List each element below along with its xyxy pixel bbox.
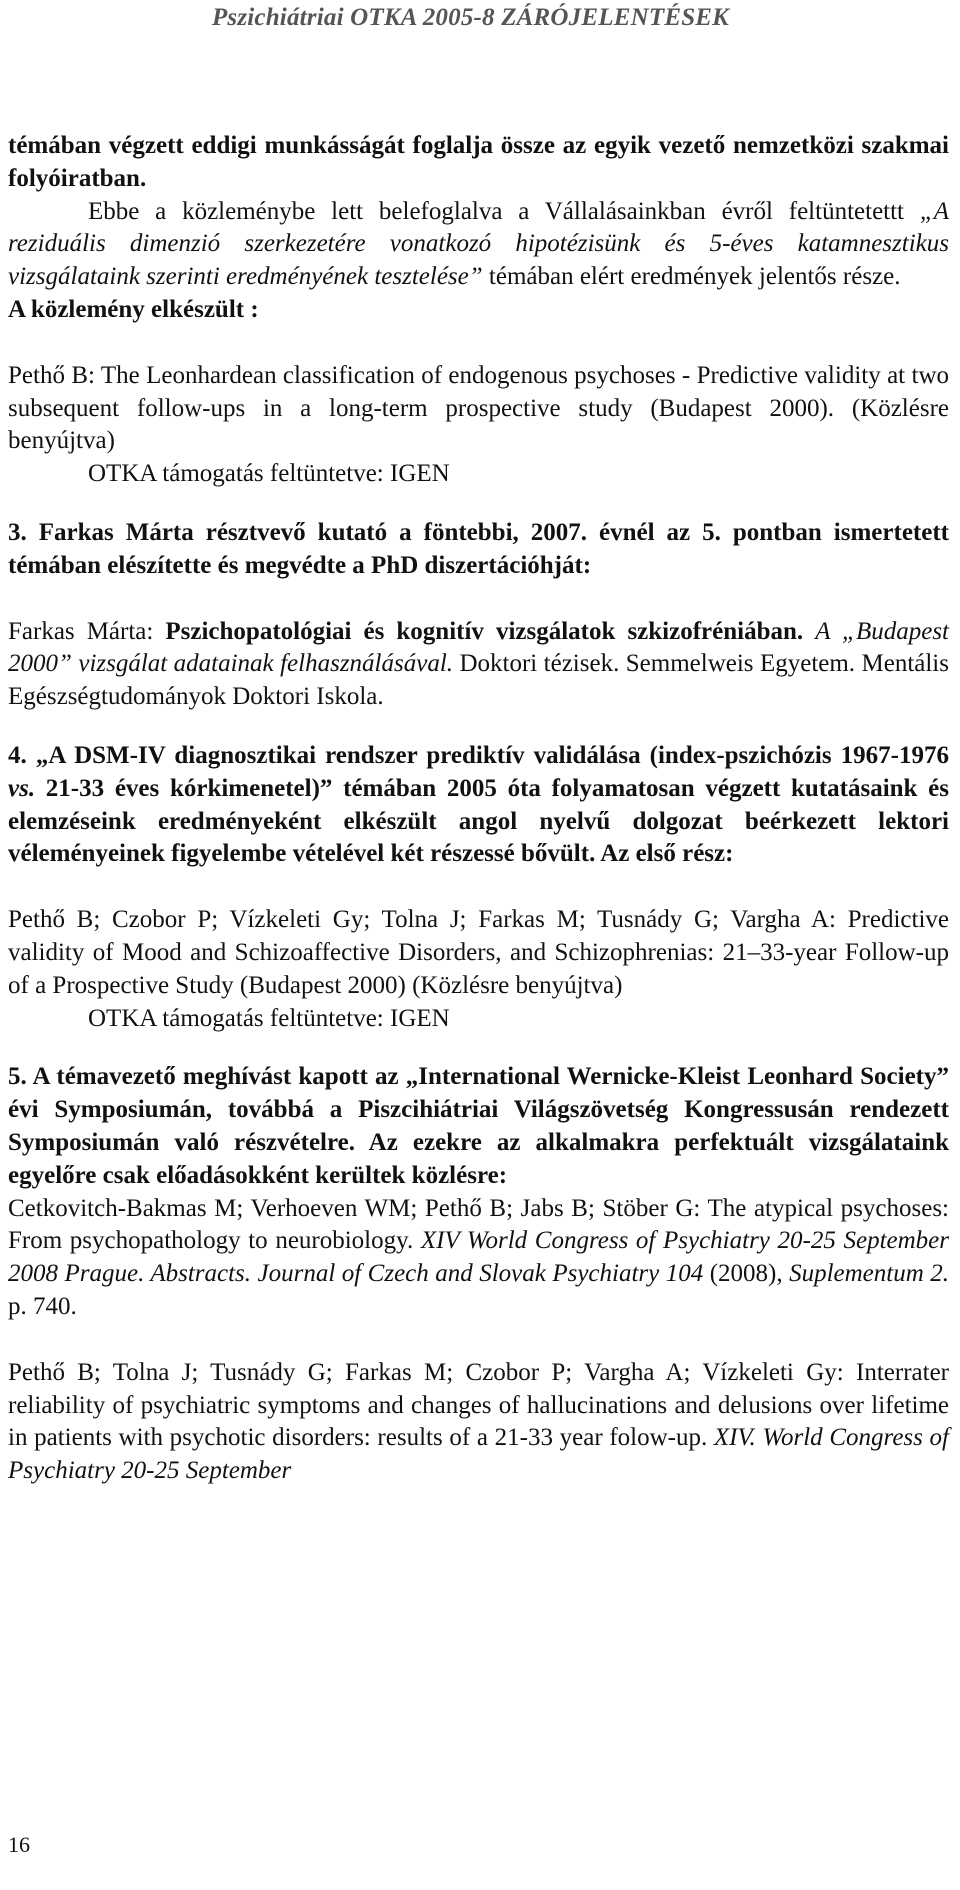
ref4-congress: XIV. World Congress of Psychiatry 20-25 September xyxy=(8,1424,950,1485)
hypothesis-title: „A reziduális dimenzió szerkezetére vonatkozó hipotézisünk és 5-éves katamnesztikus vizsgálataink szerinti eredményének tesztelése” xyxy=(8,197,949,291)
thesis-reference xyxy=(8,616,949,714)
thesis-author: Farkas Márta: xyxy=(8,617,166,645)
spacer xyxy=(8,583,949,616)
inclusion-text-a: Ebbe a közleménybe lett belefoglalva a Vállalásainkban évről feltüntetettt xyxy=(88,197,920,225)
section-4-text-c: 21-33 éves kórkimenetel)” témában 2005 óta folyamatosan végzett kutatásaink és elemzéseink eredményeként elkészült angol nyelvű dolgozat beérkezett lektori véleményeinek figyelembe vételével két részessé bővült. Az első rész: xyxy=(8,774,949,868)
thesis-subtitle: A „Budapest 2000” vizsgálat adatainak felhasználásával. xyxy=(8,617,949,678)
spacer xyxy=(8,714,949,740)
section-4-versus: vs. xyxy=(8,774,36,802)
spacer xyxy=(8,1035,949,1061)
spacer xyxy=(8,327,949,360)
ref3-supplement: Suplementum 2. xyxy=(789,1260,949,1288)
spacer xyxy=(8,491,949,517)
section-4 xyxy=(8,740,949,871)
page-number: 16 xyxy=(8,1832,30,1857)
spacer xyxy=(8,1324,949,1357)
section-5: 5. A témavezető meghívást kapott az „International Wernicke-Kleist Leonhard Society” évi Symposiumán, továbbá a Piszcihiátriai Világszövetség Kongressusán rendezett Symposiumán való részvételre. Az ezekre az alkalmakra perfektuált vizsgálataink egyelőre csak előadásokként kerültek közlésre: xyxy=(8,1063,949,1189)
thesis-institution: Doktori tézisek. Semmelweis Egyetem. Mentális Egészségtudományok Doktori Iskola. xyxy=(8,650,949,711)
report-body xyxy=(8,130,949,1488)
ref3-authors-title: Cetkovitch-Bakmas M; Verhoeven WM; Pethő B; Jabs B; Stöber G: The atypical psychoses: From psychopathology to neurobiology. xyxy=(8,1194,949,1255)
ref3-pages: p. 740. xyxy=(8,1292,77,1320)
thesis-title: Pszichopatológiai és kognitív vizsgálatok szkizofréniában. xyxy=(165,617,804,645)
section-3: 3. Farkas Márta résztvevő kutató a föntebbi, 2007. évnél az 5. pontban ismertetett témában elészítette és megvédte a PhD diszertációhját: xyxy=(8,518,949,579)
otka-support-note: OTKA támogatás feltüntetve: IGEN xyxy=(88,460,450,488)
paragraph-intro: témában végzett eddigi munkásságát foglalja össze az egyik vezető nemzetközi szakmai folyóiratban. xyxy=(8,132,949,192)
ref4-authors-title: Pethő B; Tolna J; Tusnády G; Farkas M; Czobor P; Vargha A; Vízkeleti Gy: Interrater reliability of psychiatric symptoms and changes of hallucinations and delusions over lifetime in patients with psychotic disorders: results of a 21-33 year folow-up. xyxy=(8,1358,949,1452)
ref3-journal: XIV World Congress of Psychiatry 20-25 September 2008 Prague. Abstracts. Journal of Czech and Slovak Psychiatry 104 xyxy=(8,1227,949,1288)
reference-petho-mood: Pethő B; Czobor P; Vízkeleti Gy; Tolna J; Farkas M; Tusnády G; Vargha A: Predictive validity of Mood and Schizoaffective Disorders, and Schizophrenias: 21–33-year Follow-up of a Prospective Study (Budapest 2000) (Közlésre benyújtva) xyxy=(8,906,949,999)
ref3-year: (2008), xyxy=(703,1260,790,1288)
running-header: Pszichiátriai OTKA 2005-8 ZÁRÓJELENTÉSEK xyxy=(211,4,730,31)
spacer xyxy=(8,871,949,904)
reference-petho-interrater xyxy=(8,1357,949,1488)
inclusion-text-c: témában elért eredmények jelentős része. xyxy=(482,263,901,291)
otka-support-note: OTKA támogatás feltüntetve: IGEN xyxy=(88,1004,450,1032)
reference-petho-leonhardean: Pethő B: The Leonhardean classification of endogenous psychoses - Predictive validity at two subsequent follow-ups in a long-term prospective study (Budapest 2000). (Közlésre benyújtva) xyxy=(8,361,949,455)
reference-cetkovitch xyxy=(8,1193,949,1324)
publication-status-label: A közlemény elkészült : xyxy=(8,295,259,323)
paragraph-inclusion xyxy=(8,196,949,294)
section-4-text-a: 4. „A DSM-IV diagnosztikai rendszer prediktív validálása (index-pszichózis 1967-1976 xyxy=(8,741,949,769)
